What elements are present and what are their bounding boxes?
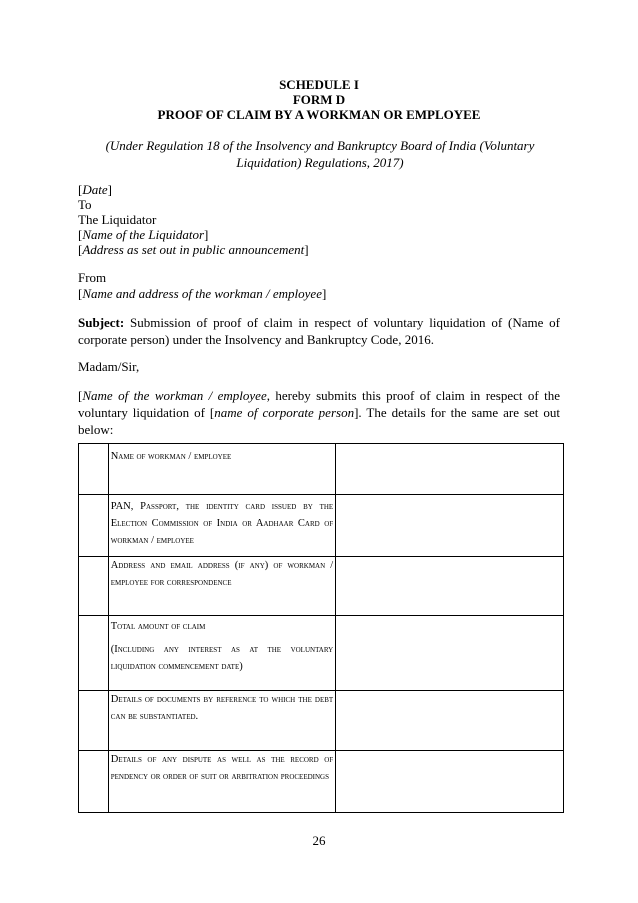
page-number: 26 [312, 833, 326, 848]
table-row [79, 444, 564, 495]
row-label-cell [108, 616, 335, 691]
to-line: To [78, 197, 92, 212]
row-number-cell [79, 495, 109, 557]
row-number-cell [79, 616, 109, 691]
body-text-1: , hereby submits this proof of claim in respect of the voluntary liquidation of [ [78, 388, 560, 420]
table-row [79, 691, 564, 751]
salutation: Madam/Sir, [78, 359, 140, 374]
table-row [79, 557, 564, 616]
row-number-cell [79, 751, 109, 813]
row-label: PAN, Passport, the identity card issued by the Election Commission of India or Aadhaar Card of workman / employee [110, 501, 334, 546]
liquidator-line: The Liquidator [78, 212, 157, 227]
row-value-cell[interactable] [336, 691, 564, 751]
row-label: Details of documents by reference to which the debt can be substantiated. [110, 694, 334, 722]
body-paragraph: [Name of the workman / employee, hereby submits this proof of claim in respect of the voluntary liquidation of [name of corporate person]. The details for the same are set out below: [78, 388, 560, 437]
liquidator-address-line: [Address as set out in public announcement] [78, 242, 309, 257]
row-label-note: (Including any interest as at the voluntary liquidation commencement date) [110, 644, 334, 672]
row-label: Details of any dispute as well as the record of pendency or order of suit or arbitration proceedings [110, 754, 334, 782]
liquidator-address-placeholder: Address as set out in public announcement [82, 242, 305, 257]
date-line: [Date] [78, 182, 112, 197]
table-row [79, 616, 564, 691]
table-row [79, 751, 564, 813]
table-row [79, 495, 564, 557]
row-label: Name of workman / employee [110, 451, 232, 462]
row-value-cell[interactable] [336, 557, 564, 616]
date-placeholder: Date [82, 182, 108, 197]
regulation-note: (Under Regulation 18 of the Insolvency and Bankruptcy Board of India (Voluntary Liquidation) Regulations, 2017) [105, 138, 535, 170]
from-name-placeholder: Name and address of the workman / employee [82, 286, 322, 301]
row-label-cell [108, 444, 335, 495]
row-number-cell [79, 557, 109, 616]
body-text-2: ]. The details for the same are set out below: [78, 405, 560, 437]
liquidator-name-line: [Name of the Liquidator] [78, 227, 209, 242]
row-number-cell [79, 444, 109, 495]
subject-paragraph [78, 314, 560, 348]
row-label-cell [108, 557, 335, 616]
form-heading: FORM D [292, 92, 346, 107]
from-line: From [78, 270, 107, 285]
row-number-cell [79, 691, 109, 751]
liquidator-name-placeholder: Name of the Liquidator [82, 227, 205, 242]
from-name-line: [Name and address of the workman / employee] [78, 286, 327, 301]
workman-name-placeholder: Name of the workman / employee [82, 388, 267, 403]
row-label-cell [108, 691, 335, 751]
form-title: PROOF OF CLAIM BY A WORKMAN OR EMPLOYEE [157, 107, 481, 122]
corporate-name-placeholder: name of corporate person [214, 405, 355, 420]
row-value-cell[interactable] [336, 616, 564, 691]
subject-label: Subject: [78, 315, 125, 330]
row-label: Total amount of claim [110, 621, 206, 632]
row-label: Address and email address (if any) of workman / employee for correspondence [110, 560, 334, 588]
row-label-cell [108, 495, 335, 557]
row-label-cell [108, 751, 335, 813]
row-value-cell[interactable] [336, 444, 564, 495]
row-value-cell[interactable] [336, 495, 564, 557]
claim-details-table [78, 443, 564, 813]
row-value-cell[interactable] [336, 751, 564, 813]
subject-text: Submission of proof of claim in respect of voluntary liquidation of (Name of corporate person) under the Insolvency and Bankruptcy Code, 2016. [78, 315, 560, 347]
schedule-heading: SCHEDULE I [279, 77, 359, 92]
